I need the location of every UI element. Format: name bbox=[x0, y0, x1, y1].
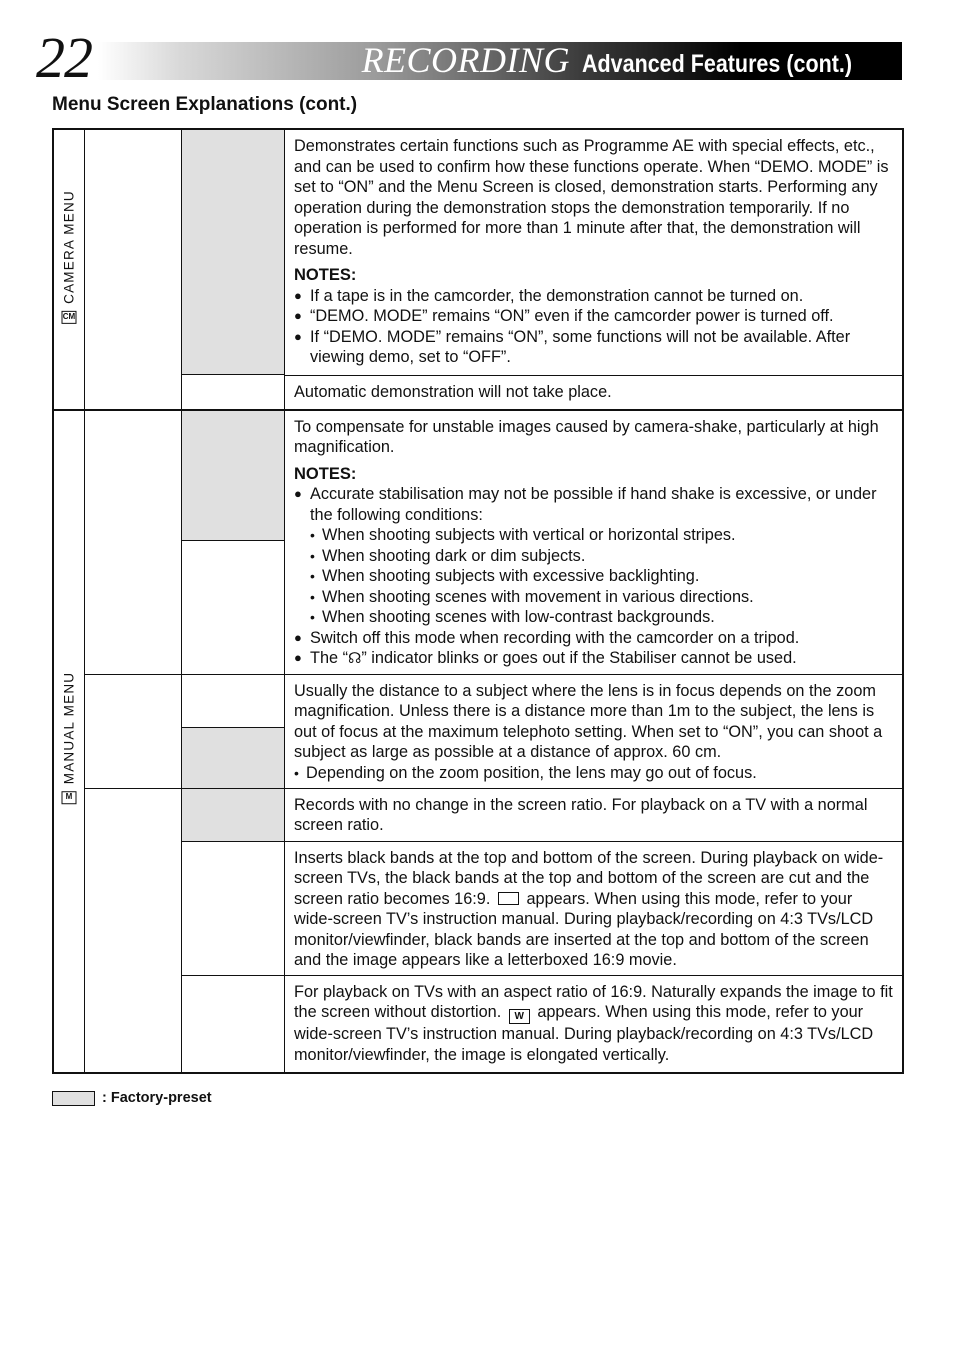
camera-menu-icon: CM bbox=[62, 311, 77, 324]
stabiliser-item-cell bbox=[85, 411, 182, 674]
stabiliser-conditions-list bbox=[296, 525, 894, 628]
header-title-main: RECORDING bbox=[361, 40, 571, 80]
wide-mode-off-setting bbox=[182, 789, 285, 841]
list-item: ● Switch off this mode when recording with the camcorder on a tripod. bbox=[294, 628, 894, 649]
menu-table bbox=[52, 128, 904, 1074]
manual-menu-column bbox=[54, 411, 85, 1072]
stabiliser-setting-cell bbox=[182, 411, 285, 674]
factory-preset-swatch bbox=[52, 1091, 95, 1106]
list-item: • When shooting dark or dim subjects. bbox=[310, 546, 894, 567]
wide-mode-cinema-description: Inserts black bands at the top and bottom of the screen. During playback on wide-screen TVs, the black bands at the top and bottom of the screen are cut and the screen ratio becomes 16:9. appears. When using this mode, refer to your wide-screen TV’s instruction manual. During playback/recording on 4:3 TVs/LCD monitor/viewfinder, black bands are inserted at the top and bottom of the screen and the image appears like a letterboxed 16:9 movie. bbox=[294, 848, 884, 969]
manual-menu-group bbox=[54, 409, 902, 1072]
demo-mode-row bbox=[85, 130, 902, 409]
camera-menu-rows bbox=[85, 130, 902, 409]
demo-notes-list bbox=[294, 286, 894, 368]
manual-menu-label: M MANUAL MENU bbox=[62, 671, 77, 804]
page-header-title bbox=[362, 40, 896, 80]
section-title: Menu Screen Explanations (cont.) bbox=[52, 94, 358, 115]
wide-mode-off-row bbox=[182, 789, 902, 841]
demo-mode-desc-column bbox=[285, 130, 902, 409]
list-item: ● Accurate stabilisation may not be possible if hand shake is excessive, or under the following conditions: • When shooting subjects with vertical or horizontal stripes. • When shooting dark or dim subjects. • When shooting subjects with excessive backlighting. • When shooting scenes with movement in various directions. • When shooting scenes with low-contrast backgrounds. bbox=[294, 484, 894, 628]
list-item: ● If “DEMO. MODE” remains “ON”, some functions will not be available. After viewing demo, set to “OFF”. bbox=[294, 327, 894, 368]
wide-mode-squeeze-description: For playback on TVs with an aspect ratio of 16:9. Naturally expands the image to fit the screen without distortion. W appears. When using this mode, refer to your wide-screen TV’s instruction manual. During playback/recording on 4:3 TVs/LCD monitor/viewfinder, the image is elongated vertically. bbox=[294, 982, 893, 1064]
list-item: ● “DEMO. MODE” remains “ON” even if the camcorder power is turned off. bbox=[294, 306, 894, 327]
stabiliser-on-setting bbox=[182, 411, 284, 540]
demo-on-description: Demonstrates certain functions such as Programme AE with special effects, etc., and can be used to confirm how these functions operate. When “DEMO. MODE” is set to “ON” and the Menu Screen is closed, demonstration starts. Performing any operation during the demonstration stops the demonstration temporarily. If no operation is performed for more than 1 minute after that, the demonstration will resume. NOTES: ● If a tape is in the camcorder, the demonstration cannot be turned on. ● “DEMO. MODE” remains “ON” even if the camcorder power is turned off. ● If “DEMO. MODE” remains “ON”, some functions will not be available. After viewing demo, set to “OFF”. bbox=[285, 130, 902, 375]
wide-mode-row bbox=[85, 788, 902, 1072]
header-title-sub: Advanced Features (cont.) bbox=[582, 50, 853, 78]
demo-mode-setting-cell bbox=[182, 130, 285, 409]
notes-title: NOTES: bbox=[294, 464, 357, 483]
cinema-indicator-icon bbox=[498, 892, 519, 905]
demo-off-setting bbox=[182, 374, 284, 405]
stabiliser-indicator-icon: ☊ bbox=[348, 650, 362, 667]
tele-macro-note: • Depending on the zoom position, the lens may go out of focus. bbox=[294, 763, 894, 784]
wide-mode-squeeze-setting bbox=[182, 976, 285, 1072]
wide-mode-off-description: Records with no change in the screen ratio. For playback on a TV with a normal screen ratio. bbox=[294, 795, 868, 834]
tele-macro-off-setting bbox=[182, 727, 284, 788]
wide-mode-cinema-row bbox=[182, 841, 902, 975]
list-item: • When shooting scenes with low-contrast backgrounds. bbox=[310, 607, 894, 628]
camera-menu-column bbox=[54, 130, 85, 409]
stabiliser-row bbox=[85, 411, 902, 674]
demo-off-description: Automatic demonstration will not take place. bbox=[285, 375, 902, 409]
tele-macro-item-cell bbox=[85, 675, 182, 788]
list-item: • When shooting subjects with vertical or horizontal stripes. bbox=[310, 525, 894, 546]
tele-macro-row bbox=[85, 674, 902, 788]
stabiliser-notes-list bbox=[294, 484, 894, 670]
stabiliser-description: To compensate for unstable images caused by camera-shake, particularly at high magnification. NOTES: ● Accurate stabilisation may not be possible if hand shake is excessive, or under the following conditions: • When shooting subjects with vertical or horizontal stripes. • When shooting dark or dim subjects. • When shooting subjects with excessive backlighting. • When shooting scenes with movement in various directions. • When shooting scenes with low-contrast backgrounds. ● Switch off this mode when recording with the camcorder on a tripod. ● The “☊” indicator blinks or goes out if the Stabiliser cannot be used. bbox=[285, 411, 902, 674]
wide-mode-options bbox=[182, 789, 902, 1072]
list-item: • When shooting subjects with excessive backlighting. bbox=[310, 566, 894, 587]
camera-menu-group bbox=[54, 130, 902, 409]
factory-preset-label: : Factory-preset bbox=[102, 1090, 212, 1106]
stabiliser-off-setting bbox=[182, 540, 284, 674]
tele-macro-setting-cell bbox=[182, 675, 285, 788]
manual-menu-rows bbox=[85, 411, 902, 1072]
wide-mode-squeeze-row bbox=[182, 975, 902, 1072]
squeeze-indicator-icon: W bbox=[509, 1009, 530, 1024]
camera-menu-label: CM CAMERA MENU bbox=[62, 190, 77, 325]
list-item: • When shooting scenes with movement in various directions. bbox=[310, 587, 894, 608]
tele-macro-on-setting bbox=[182, 675, 284, 727]
wide-mode-cinema-setting bbox=[182, 842, 285, 975]
demo-on-setting bbox=[182, 130, 284, 374]
tele-macro-description: Usually the distance to a subject where the lens is in focus depends on the zoom magnification. Unless there is a distance more than 1m to the subject, the lens is out of focus at the maximum telephoto setting. When set to “ON”, you can shoot a subject as large as possible at a distance of approx. 60 cm. • Depending on the zoom position, the lens may go out of focus. bbox=[285, 675, 902, 788]
notes-title: NOTES: bbox=[294, 266, 357, 284]
list-item: ● If a tape is in the camcorder, the demonstration cannot be turned on. bbox=[294, 286, 894, 307]
list-item: ● The “☊” indicator blinks or goes out if the Stabiliser cannot be used. bbox=[294, 648, 894, 670]
demo-mode-item-cell bbox=[85, 130, 182, 409]
manual-menu-icon: M bbox=[62, 791, 77, 804]
page-number: 22 bbox=[36, 25, 92, 90]
wide-mode-item-cell bbox=[85, 789, 182, 1072]
factory-preset-legend bbox=[52, 1090, 212, 1106]
